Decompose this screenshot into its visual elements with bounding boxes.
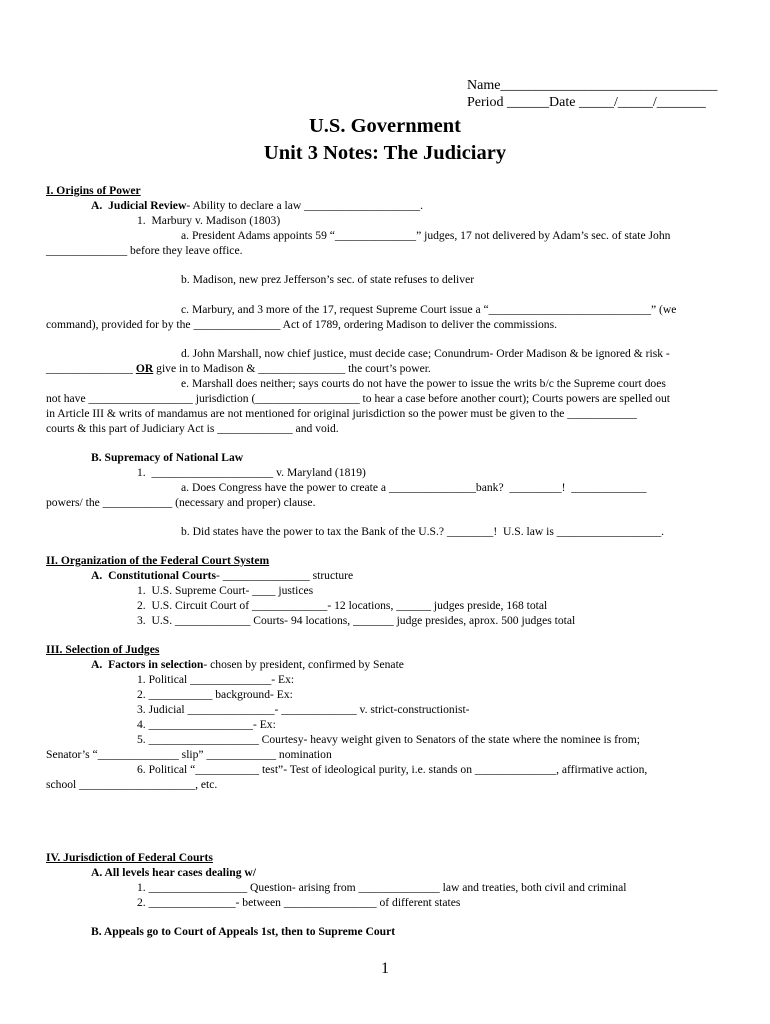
marbury-item: 1. Marbury v. Madison (1803) xyxy=(137,214,281,227)
marbury-c-line2: command), provided for by the _______________ Act of 1789, ordering Madison to deliver the commissions. xyxy=(46,318,558,331)
court-item-3: 3. U.S. _____________ Courts- 94 locations, _______ judge presides, aprox. 500 judges total xyxy=(137,614,576,627)
factor-item-3: 3. Judicial _______________- _____________ v. strict-constructionist- xyxy=(137,703,470,716)
section-1-heading: I. Origins of Power xyxy=(46,184,141,197)
marbury-e-line2: not have __________________ jurisdiction (__________________ to hear a case before another court); Courts powers are spelled out xyxy=(46,392,670,405)
factor-item-6: 6. Political “___________ test”- Test of ideological purity, i.e. stands on ______________, affirmative action, xyxy=(137,763,648,776)
section-3-heading: III. Selection of Judges xyxy=(46,643,160,656)
factors-label: A. Factors in selection xyxy=(91,658,204,671)
page-subtitle: Unit 3 Notes: The Judiciary xyxy=(263,142,507,164)
marbury-c-line1: c. Marbury, and 3 more of the 17, request Supreme Court issue a “____________________________” (we xyxy=(181,303,677,316)
marbury-a-line2: ______________ before they leave office. xyxy=(46,244,243,257)
court-item-2: 2. U.S. Circuit Court of _____________- 12 locations, ______ judges preside, 168 total xyxy=(137,599,548,612)
marbury-d-or: OR xyxy=(135,362,154,375)
factor-item-6-cont: school ____________________, etc. xyxy=(46,778,218,791)
marbury-d-line2 xyxy=(46,362,431,376)
factor-item-1: 1. Political ______________- Ex: xyxy=(137,673,295,686)
marbury-d-blank: _______________ xyxy=(46,362,136,375)
marbury-e-line4: courts & this part of Judiciary Act is _____________ and void. xyxy=(46,422,339,435)
constitutional-courts-label: A. Constitutional Courts xyxy=(91,569,216,582)
factor-item-5-cont: Senator’s “______________ slip” ____________ nomination xyxy=(46,748,332,761)
section-4-heading: IV. Jurisdiction of Federal Courts xyxy=(46,851,213,864)
mcculloch-b-line: b. Did states have the power to tax the Bank of the U.S.? ________! U.S. law is __________________. xyxy=(181,525,665,538)
section-2-heading: II. Organization of the Federal Court System xyxy=(46,554,270,567)
period-date-field: Period ______Date _____/_____/_______ xyxy=(467,95,706,110)
constitutional-courts-line xyxy=(91,569,353,583)
factors-text: - chosen by president, confirmed by Senate xyxy=(203,658,404,671)
name-field: Name_______________________________ xyxy=(467,78,718,93)
supremacy-heading: B. Supremacy of National Law xyxy=(91,451,244,464)
appeals-heading: B. Appeals go to Court of Appeals 1st, then to Supreme Court xyxy=(91,925,396,938)
mcculloch-a-line1: a. Does Congress have the power to create a _______________bank? _________! _____________ xyxy=(181,481,647,494)
constitutional-courts-text: - _______________ structure xyxy=(215,569,354,582)
factor-item-4: 4. __________________- Ex: xyxy=(137,718,276,731)
marbury-d-rest: give in to Madison & _______________ the court’s power. xyxy=(153,362,431,375)
court-item-1: 1. U.S. Supreme Court- ____ justices xyxy=(137,584,314,597)
marbury-b-line: b. Madison, new prez Jefferson’s sec. of state refuses to deliver xyxy=(181,273,475,286)
marbury-e-line3: in Article III & writs of mandamus are not mentioned for original jurisdiction so the power must be given to the ____________ xyxy=(46,407,637,420)
factor-item-2: 2. ___________ background- Ex: xyxy=(137,688,293,701)
factors-line xyxy=(91,658,404,672)
marbury-d-line1: d. John Marshall, now chief justice, must decide case; Conundrum- Order Madison & be ignored & risk - xyxy=(181,347,670,360)
judicial-review-label: A. Judicial Review xyxy=(91,199,187,212)
marbury-e-line1: e. Marshall does neither; says courts do not have the power to issue the writs b/c the Supreme court does xyxy=(181,377,666,390)
factor-item-5: 5. ___________________ Courtesy- heavy weight given to Senators of the state where the nominee is from; xyxy=(137,733,640,746)
page-number: 1 xyxy=(381,960,389,977)
judicial-review-line xyxy=(91,199,423,213)
page-title: U.S. Government xyxy=(308,115,462,137)
marbury-a-line1: a. President Adams appoints 59 “______________” judges, 17 not delivered by Adam’s sec. of state John xyxy=(181,229,671,242)
mcculloch-item: 1. _____________________ v. Maryland (1819) xyxy=(137,466,366,479)
jurisdiction-item-2: 2. _______________- between ________________ of different states xyxy=(137,896,461,909)
all-levels-heading: A. All levels hear cases dealing w/ xyxy=(91,866,256,879)
mcculloch-a-line2: powers/ the ____________ (necessary and proper) clause. xyxy=(46,496,316,509)
judicial-review-text: - Ability to declare a law ____________________. xyxy=(186,199,423,212)
jurisdiction-item-1: 1. _________________ Question- arising from ______________ law and treaties, both civil and criminal xyxy=(137,881,627,894)
